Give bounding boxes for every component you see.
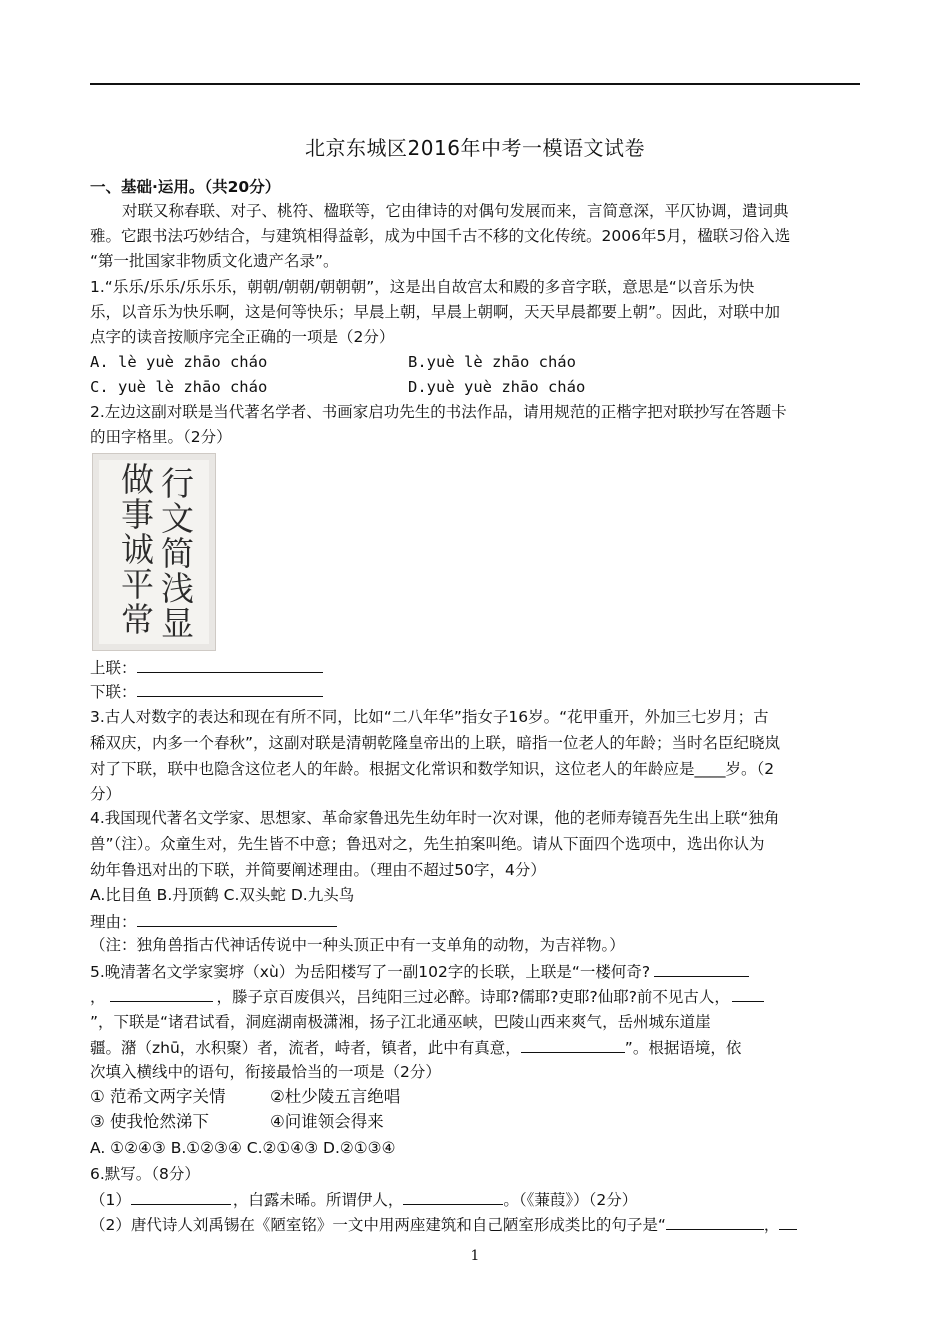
q3-line: 对了下联，联中也隐含这位老人的年龄。根据文化常识和数学知识，这位老人的年龄应是____岁。（2 [90,760,775,778]
q1-line: 点字的读音按顺序完全正确的一项是（2分） [90,328,395,346]
q6-item-2: （2）唐代诗人刘禹锡在《陋室铭》一文中用两座建筑和自己陋室形成类比的句子是“ ， [90,1213,865,1236]
q5-line: 次填入横线中的语句，衔接最恰当的一项是（2分） [90,1063,441,1081]
upper-couplet-answer: 上联： [90,656,865,679]
q3-line: 分） [90,785,122,803]
page-title: 北京东城区2016年中考一模语文试卷 [305,136,645,160]
q1-option-b: B.yuè lè zhāo cháo [408,353,576,371]
q1-option-a: A. lè yuè zhāo cháo [90,353,268,371]
q4-options: A.比目鱼 B.丹顶鹤 C.双头蛇 D.九头鸟 [90,886,355,904]
q5-options: A. ①②④③ B.①②③④ C.②①④③ D.②①③④ [90,1139,396,1157]
q1-option-c: C. yuè lè zhāo cháo [90,378,268,396]
page-number: 1 [470,1248,480,1264]
q1-line: 1.“乐乐/乐乐/乐乐乐，朝朝/朝朝/朝朝朝”，这是出自故宫太和殿的多音字联，意思是“以音乐为快 [90,278,755,296]
q4-line: 兽”（注）。众童生对，先生皆不中意；鲁迅对之，先生拍案叫绝。请从下面四个选项中，选出你认为 [90,835,765,853]
q4-line: 4.我国现代著名文学家、思想家、革命家鲁迅先生幼年时一次对课，他的老师寿镜吾先生出上联“独角 [90,809,780,827]
q5-choice-3: ③ 使我怆然涕下 [90,1112,210,1131]
section-heading: 一、基础·运用。（共20分） [90,178,281,196]
q5-line: 疆。潴（zhū，水积聚）者，流者，峙者，镇者，此中有真意， ”。根据语境，依 [90,1036,865,1059]
q5-line: ”，下联是“诸君试看，洞庭湖南极潇湘，扬子江北通巫峡，巴陵山西来爽气，岳州城东道崖 [90,1013,711,1031]
lower-couplet-answer: 下联： [90,680,865,703]
q5-line: 5.晚清著名文学家窦垿（xù）为岳阳楼写了一副102字的长联，上联是“一楼何奇? [90,960,865,983]
q3-line: 稀双庆，内多一个春秋”，这副对联是清朝乾隆皇帝出的上联，暗指一位老人的年龄；当时名臣纪晓岚 [90,734,781,752]
intro-line: 对联又称春联、对子、桃符、楹联等，它由律诗的对偶句发展而来，言简意深，平仄协调，遣词典 [122,202,789,220]
q4-line: 幼年鲁迅对出的下联，并简要阐述理由。（理由不超过50字，4分） [90,861,546,879]
intro-line: 雅。它跟书法巧妙结合，与建筑相得益彰，成为中国千古不移的文化传统。2006年5月，楹联习俗入选 [90,227,791,245]
q5-choice-4: ④问谁领会得来 [270,1112,384,1131]
q6-item-1: （1） ，白露未晞。所谓伊人， 。（《蒹葭》）（2分） [90,1188,865,1211]
q5-choice-2: ②杜少陵五言绝唱 [270,1087,401,1106]
q5-line: ， ，滕子京百废俱兴，吕纯阳三过必醉。诗耶?儒耶?吏耶?仙耶?前不见古人， [90,985,865,1008]
q4-reason: 理由： [90,910,865,933]
q1-option-d: D.yuè yuè zhāo cháo [408,378,586,396]
q2-line: 的田字格里。（2分） [90,428,232,446]
q2-line: 2.左边这副对联是当代著名学者、书画家启功先生的书法作品，请用规范的正楷字把对联抄写在答题卡 [90,403,787,421]
q5-choice-1: ① 范希文两字关情 [90,1087,226,1106]
q6-heading: 6.默写。（8分） [90,1165,200,1183]
header-rule [90,83,860,85]
q3-line: 3.古人对数字的表达和现在有所不同，比如“二八年华”指女子16岁。“花甲重开，外加三七岁月；古 [90,708,769,726]
intro-line: “第一批国家非物质文化遗产名录”。 [90,252,339,270]
calligraphy-image [92,453,216,651]
calligraphy-left-column: 做事诚平常 [116,462,155,637]
calligraphy-right-column: 行文简浅显 [156,466,195,641]
q1-line: 乐，以音乐为快乐啊，这是何等快乐；早晨上朝，早晨上朝啊，天天早晨都要上朝”。因此，对联中加 [90,303,781,321]
q4-note: （注：独角兽指古代神话传说中一种头顶正中有一支单角的动物，为吉祥物。） [90,936,625,954]
